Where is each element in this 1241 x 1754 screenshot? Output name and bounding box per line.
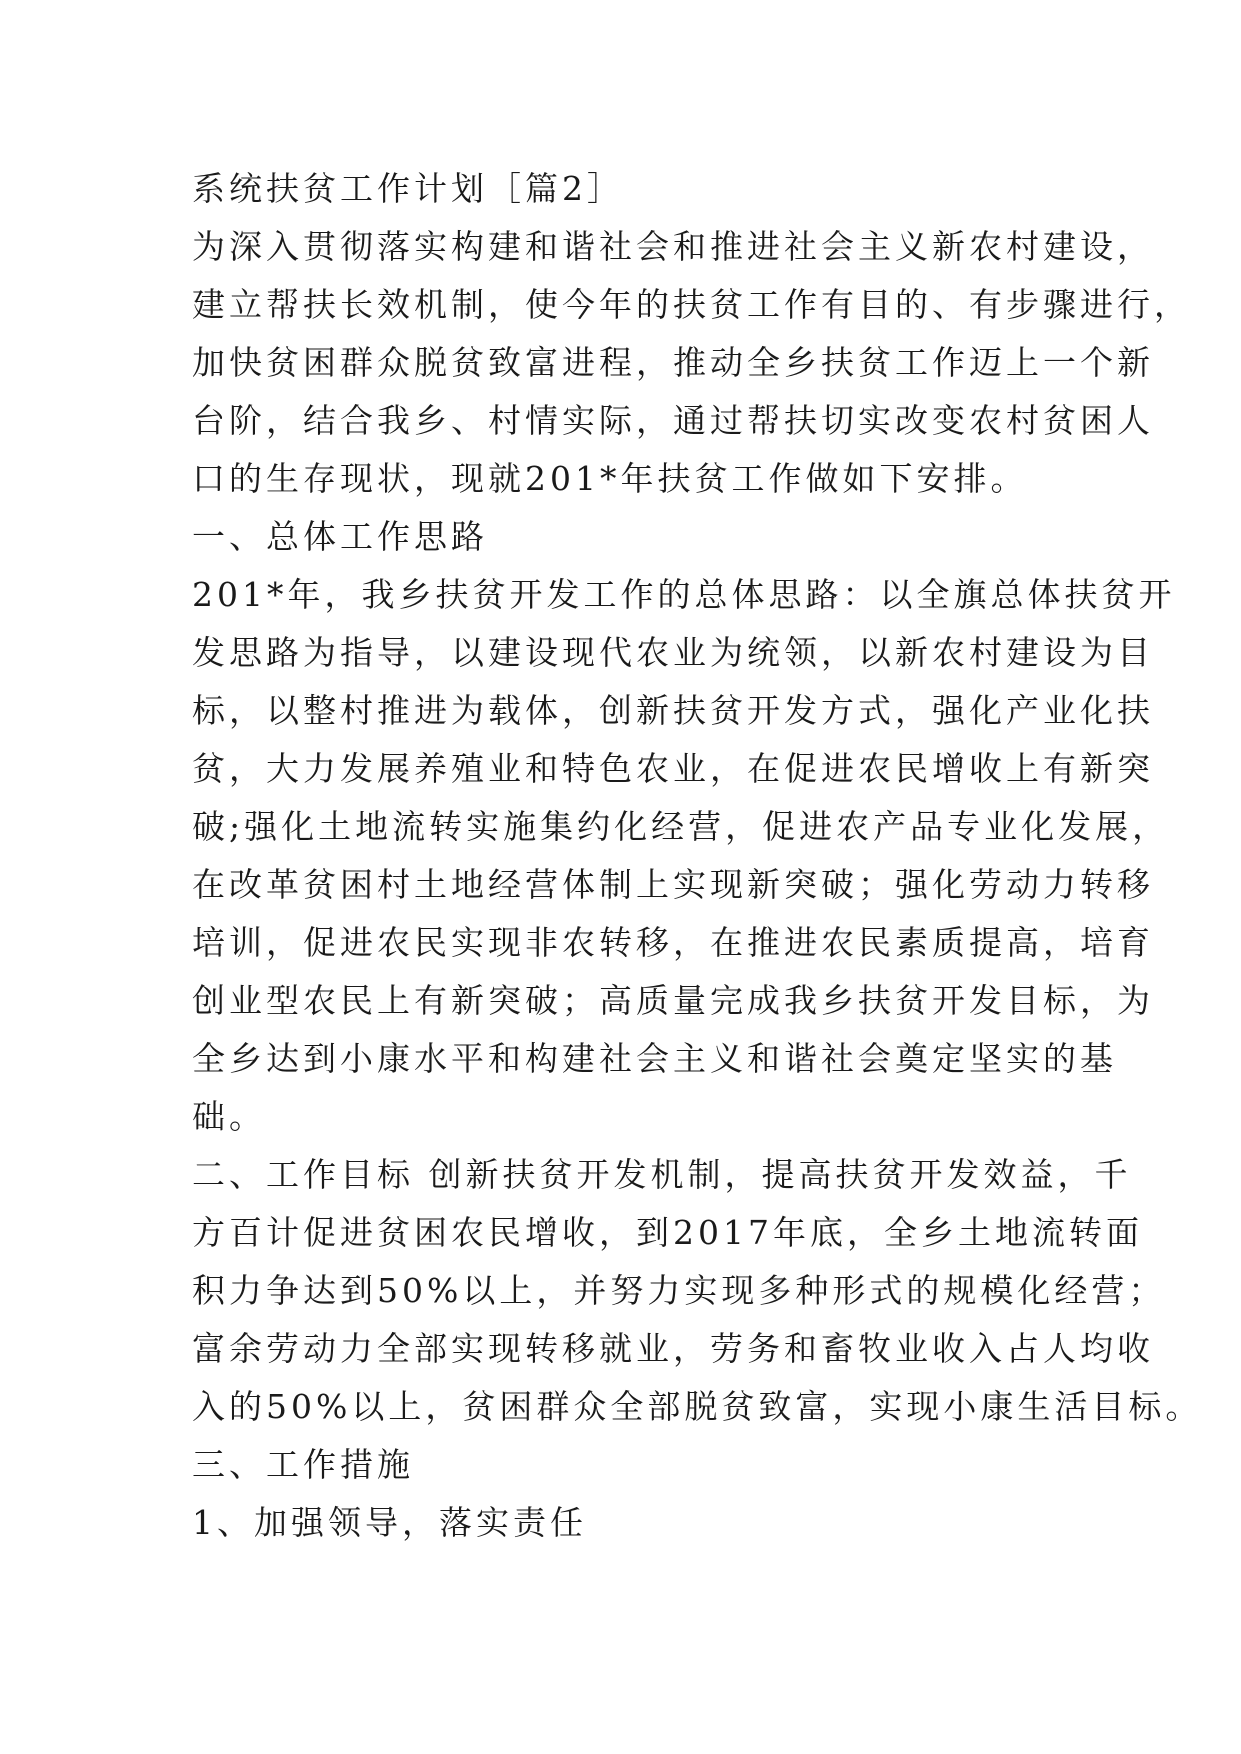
text-line: 口的生存现状，现就201*年扶贫工作做如下安排。 <box>192 459 1028 498</box>
text-line: 方百计促进贫困农民增收，到2017年底，全乡土地流转面 <box>192 1213 1143 1252</box>
text-line: 加快贫困群众脱贫致富进程，推动全乡扶贫工作迈上一个新 <box>192 343 1154 382</box>
text-line: 为深入贯彻落实构建和谐社会和推进社会主义新农村建设， <box>192 227 1154 266</box>
text-line: 创业型农民上有新突破；高质量完成我乡扶贫开发目标，为 <box>192 981 1154 1020</box>
text-line: 发思路为指导，以建设现代农业为统领，以新农村建设为目 <box>192 633 1154 672</box>
subsection-heading: 1、加强领导，落实责任 <box>192 1503 587 1542</box>
text-line: 台阶，结合我乡、村情实际，通过帮扶切实改变农村贫困人 <box>192 401 1154 440</box>
text-line: 培训，促进农民实现非农转移，在推进农民素质提高，培育 <box>192 923 1154 962</box>
text-line: 积力争达到50%以上，并努力实现多种形式的规模化经营； <box>192 1271 1166 1310</box>
text-line: 标，以整村推进为载体，创新扶贫开发方式，强化产业化扶 <box>192 691 1154 730</box>
document-title: 系统扶贫工作计划［篇2］ <box>192 169 624 208</box>
text-line: 富余劳动力全部实现转移就业，劳务和畜牧业收入占人均收 <box>192 1329 1154 1368</box>
text-line: 全乡达到小康水平和构建社会主义和谐社会奠定坚实的基 <box>192 1039 1117 1078</box>
text-line: 础。 <box>192 1097 266 1136</box>
text-line: 在改革贫困村土地经营体制上实现新突破；强化劳动力转移 <box>192 865 1154 904</box>
text-line: 破;强化土地流转实施集约化经营，促进农产品专业化发展， <box>192 807 1170 846</box>
text-line: 201*年，我乡扶贫开发工作的总体思路：以全旗总体扶贫开 <box>192 575 1176 614</box>
section-heading: 二、工作目标 创新扶贫开发机制，提高扶贫开发效益，千 <box>192 1155 1132 1194</box>
text-line: 建立帮扶长效机制，使今年的扶贫工作有目的、有步骤进行， <box>192 285 1191 324</box>
document-body <box>192 160 1203 1552</box>
text-line: 贫，大力发展养殖业和特色农业，在促进农民增收上有新突 <box>192 749 1154 788</box>
section-heading: 三、工作措施 <box>192 1445 414 1484</box>
section-heading: 一、总体工作思路 <box>192 517 488 556</box>
text-line: 入的50%以上，贫困群众全部脱贫致富，实现小康生活目标。 <box>192 1387 1203 1426</box>
